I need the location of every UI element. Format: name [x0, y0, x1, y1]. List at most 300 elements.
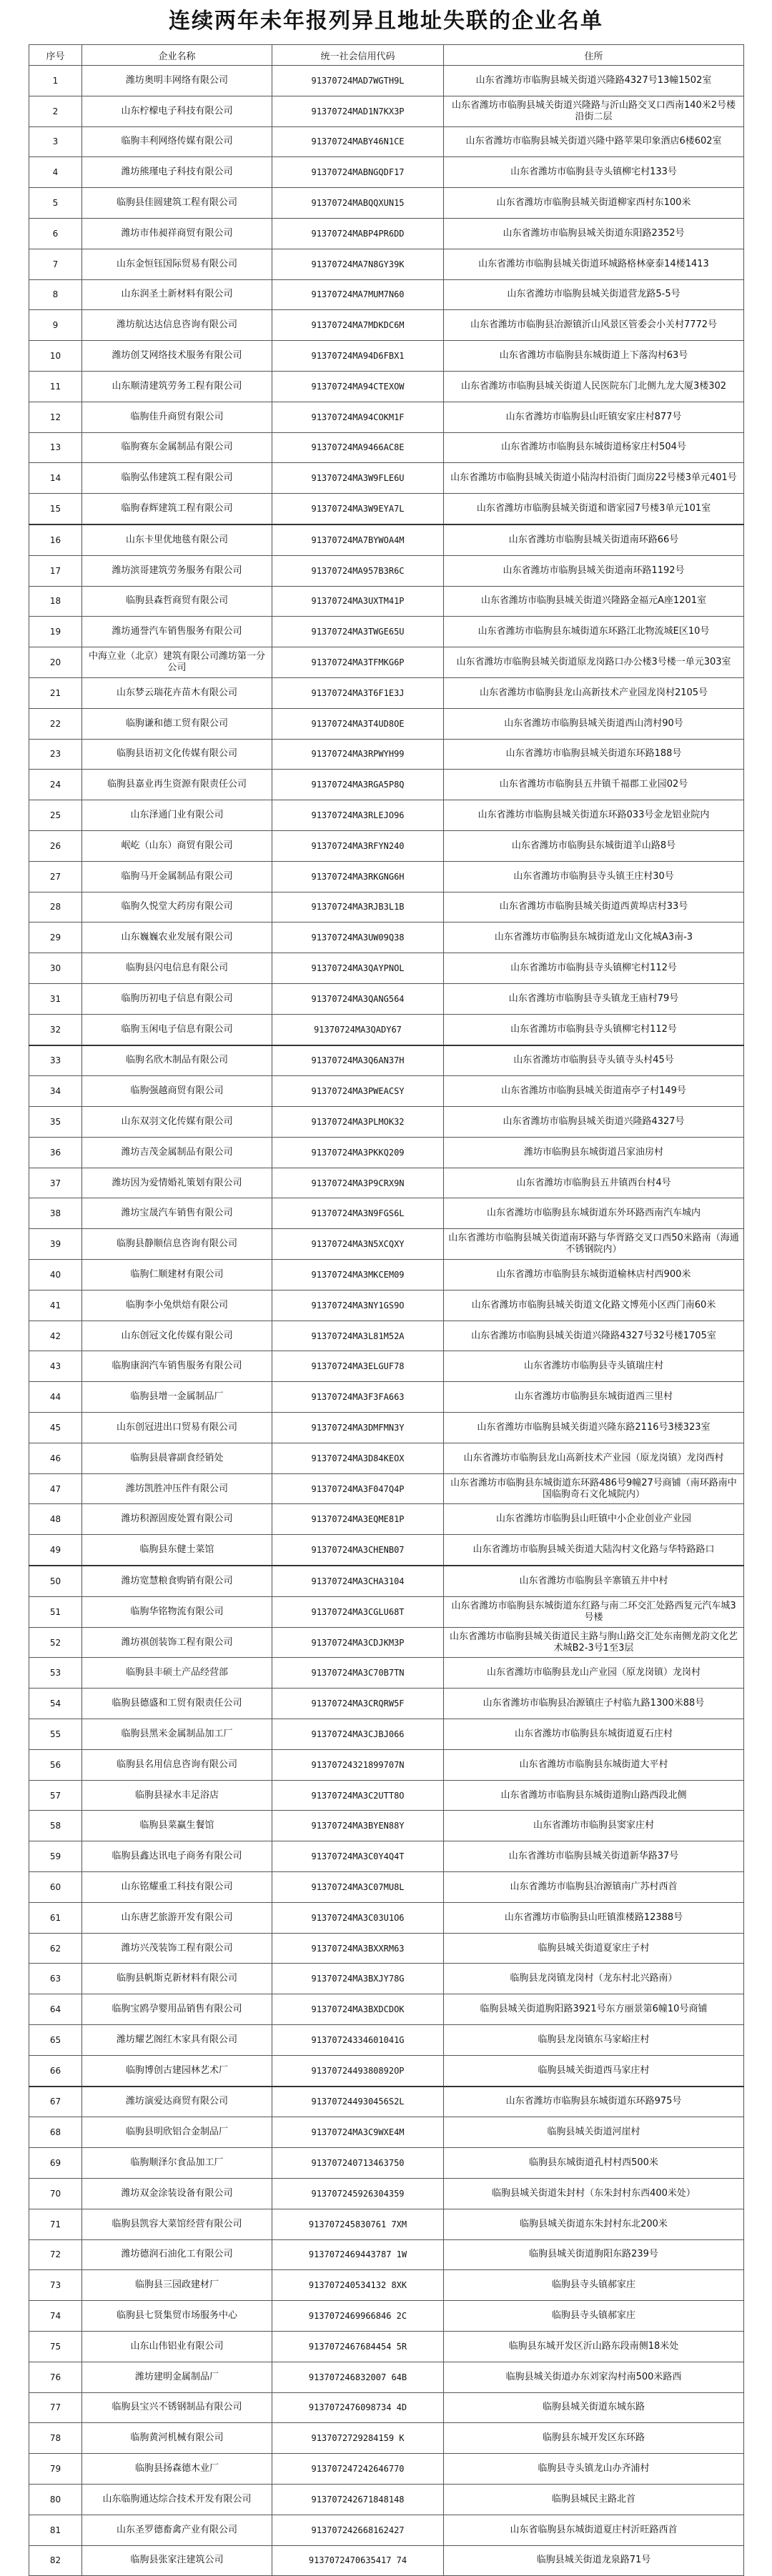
cell-credit-code: 91370724MA3T4UD8OE [272, 708, 444, 739]
cell-credit-code: 91370724MAD7WGTH9L [272, 66, 444, 96]
cell-company-name: 临朐县三园政建材厂 [82, 2270, 272, 2301]
cell-address: 临朐县寺头镇龙山办齐浦村 [444, 2454, 744, 2485]
table-row [29, 432, 744, 463]
cell-address: 山东省潍坊市临朐县山旺镇中小企业创业产业园 [444, 1504, 744, 1535]
cell-credit-code: 91370724MA3RFYN240 [272, 830, 444, 861]
table-row [29, 66, 744, 96]
table-row [29, 1260, 744, 1291]
cell-credit-code: 91370724MABNGQDF17 [272, 157, 444, 188]
cell-index: 74 [29, 2301, 82, 2332]
cell-company-name: 临朐谦和德工贸有限公司 [82, 708, 272, 739]
table-row [29, 279, 744, 310]
table-row [29, 1229, 744, 1260]
cell-credit-code: 91370724MA3RJB3L1B [272, 892, 444, 923]
cell-credit-code: 91370724MA957B3R6C [272, 555, 444, 586]
table-row [29, 1658, 744, 1689]
cell-address: 山东省潍坊市临朐县寺头镇柳宅村112号 [444, 953, 744, 984]
cell-index: 82 [29, 2545, 82, 2576]
cell-index: 63 [29, 1964, 82, 1994]
cell-company-name: 潍坊市伟昶祥商贸有限公司 [82, 218, 272, 249]
cell-company-name: 山东创冠文化传媒有限公司 [82, 1321, 272, 1351]
cell-company-name: 潍坊宽慧粮食购销有限公司 [82, 1566, 272, 1596]
cell-company-name: 临朐弘伟建筑工程有限公司 [82, 463, 272, 494]
cell-index: 67 [29, 2087, 82, 2117]
cell-credit-code: 91370724MA3RPWYH99 [272, 739, 444, 770]
cell-credit-code: 9137072476098734 4D [272, 2392, 444, 2423]
cell-company-name: 潍坊耀艺阁红木家具有限公司 [82, 2025, 272, 2056]
cell-company-name: 潍坊熊瑾电子科技有限公司 [82, 157, 272, 188]
cell-index: 62 [29, 1933, 82, 1964]
table-row [29, 1535, 744, 1566]
table-row [29, 1933, 744, 1964]
cell-address: 临朐县城关街道河崖村 [444, 2117, 744, 2148]
table-row [29, 188, 744, 219]
cell-credit-code: 91370724MA3UW09Q38 [272, 923, 444, 953]
cell-company-name: 潍坊积源固废处置有限公司 [82, 1504, 272, 1535]
cell-index: 55 [29, 1719, 82, 1750]
cell-address: 山东省潍坊市临朐县五井镇千福郡工业园02号 [444, 770, 744, 800]
table-row [29, 2239, 744, 2270]
table-row [29, 1473, 744, 1504]
table-row [29, 2055, 744, 2086]
cell-index: 39 [29, 1229, 82, 1260]
cell-address: 临朐县寺头镇郝家庄 [444, 2301, 744, 2332]
cell-company-name: 临朐县东健士菜馆 [82, 1535, 272, 1566]
cell-credit-code: 91370724MA94CTEXOW [272, 371, 444, 402]
table-row [29, 2178, 744, 2209]
cell-address: 临朐县城关街道朐阳东路239号 [444, 2239, 744, 2270]
cell-address: 山东省潍坊市临朐县东城街道夏石庄村 [444, 1719, 744, 1750]
cell-company-name: 临朐县宝兴不锈钢制品有限公司 [82, 2392, 272, 2423]
cell-index: 79 [29, 2454, 82, 2485]
cell-company-name: 岷屹（山东）商贸有限公司 [82, 830, 272, 861]
cell-index: 38 [29, 1198, 82, 1229]
table-row [29, 1627, 744, 1658]
cell-company-name: 潍坊吉茂金属制品有限公司 [82, 1137, 272, 1168]
cell-credit-code: 91370724MA3F3FA663 [272, 1382, 444, 1413]
cell-index: 13 [29, 432, 82, 463]
table-row [29, 1443, 744, 1473]
cell-index: 70 [29, 2178, 82, 2209]
cell-index: 10 [29, 341, 82, 372]
cell-company-name: 临朐县扬森德木业厂 [82, 2454, 272, 2485]
cell-company-name: 临朐丰利网络传媒有限公司 [82, 126, 272, 157]
table-row [29, 2362, 744, 2392]
cell-company-name: 山东泽通门业有限公司 [82, 800, 272, 831]
cell-company-name: 临朐佳升商贸有限公司 [82, 402, 272, 432]
table-row [29, 1413, 744, 1443]
cell-credit-code: 91370724MA94D6FBX1 [272, 341, 444, 372]
cell-company-name: 潍坊宝晟汽车销售有限公司 [82, 1198, 272, 1229]
cell-address: 山东省潍坊市临朐县东城街道羊山路8号 [444, 830, 744, 861]
cell-credit-code: 91370724MA3TWGE65U [272, 617, 444, 647]
cell-company-name: 临朐县闪电信息有限公司 [82, 953, 272, 984]
table-row [29, 1382, 744, 1413]
table-row [29, 310, 744, 341]
cell-index: 42 [29, 1321, 82, 1351]
cell-credit-code: 91370724MA3QADY67 [272, 1014, 444, 1045]
cell-company-name: 临朐仁顺建材有限公司 [82, 1260, 272, 1291]
cell-credit-code: 91370724MA3T6F1E3J [272, 677, 444, 708]
cell-credit-code: 91370724MA3W9EYA7L [272, 494, 444, 524]
cell-address: 潍坊市临朐县东城街道吕家油房村 [444, 1137, 744, 1168]
cell-credit-code: 91370724MA3PWEACSY [272, 1076, 444, 1107]
cell-credit-code: 91370724MA3C2UTT8O [272, 1780, 444, 1811]
cell-address: 山东省潍坊市临朐县城关街道兴隆路金福元A座1201室 [444, 586, 744, 617]
document-title: 连续两年未年报列异且地址失联的企业名单 [169, 9, 603, 34]
cell-address: 临朐县城关街道朱封村（东朱封村东西400米处） [444, 2178, 744, 2209]
table-row [29, 2331, 744, 2362]
cell-company-name: 临朐县增一金属制品厂 [82, 1382, 272, 1413]
cell-company-name: 潍坊双金涂装设备有限公司 [82, 2178, 272, 2209]
cell-credit-code: 91370724MA3C0Y4Q4T [272, 1841, 444, 1872]
cell-index: 29 [29, 923, 82, 953]
cell-credit-code: 91370724334601041G [272, 2025, 444, 2056]
cell-address: 山东省潍坊市临朐县城关街道人民医院东门北侧九龙大厦3楼302 [444, 371, 744, 402]
cell-credit-code: 9137072467684454 5R [272, 2331, 444, 2362]
table-row [29, 402, 744, 432]
cell-address: 山东省潍坊市临朐县东城街道杨家庄村504号 [444, 432, 744, 463]
table-row [29, 770, 744, 800]
cell-index: 65 [29, 2025, 82, 2056]
cell-company-name: 山东润圣土新材料有限公司 [82, 279, 272, 310]
table-row [29, 647, 744, 678]
cell-index: 22 [29, 708, 82, 739]
cell-credit-code: 91370724MA9466AC8E [272, 432, 444, 463]
table-row [29, 555, 744, 586]
cell-address: 山东省潍坊市临朐县城关街道东环路188号 [444, 739, 744, 770]
cell-company-name: 临朐宝鸥孕婴用品销售有限公司 [82, 1994, 272, 2025]
cell-credit-code: 91370724MA3BYEN88Y [272, 1811, 444, 1841]
cell-address: 山东省潍坊市临朐县东城街道东红路与南二环交汇处路西复元汽车城3号楼 [444, 1596, 744, 1627]
cell-company-name: 潍坊通誉汽车销售服务有限公司 [82, 617, 272, 647]
cell-index: 73 [29, 2270, 82, 2301]
cell-address: 临朐县城关街道夏家庄子村 [444, 1933, 744, 1964]
table-row [29, 2025, 744, 2056]
cell-index: 20 [29, 647, 82, 678]
cell-index: 40 [29, 1260, 82, 1291]
cell-company-name: 临朐县语初文化传媒有限公司 [82, 739, 272, 770]
cell-credit-code: 91370724MA3NY1GS9O [272, 1290, 444, 1321]
cell-credit-code: 91370724MA3CHENB07 [272, 1535, 444, 1566]
cell-company-name: 临朐康润汽车销售服务有限公司 [82, 1351, 272, 1382]
cell-company-name: 临朐赛东金属制品有限公司 [82, 432, 272, 463]
table-row [29, 800, 744, 831]
cell-address: 山东省潍坊市临朐县城关街道南环路66号 [444, 524, 744, 555]
table-row [29, 1749, 744, 1780]
cell-credit-code: 913707246832007 64B [272, 2362, 444, 2392]
cell-address: 临朐县东城开发区东环路 [444, 2423, 744, 2454]
cell-address: 山东省潍坊市临朐县东城街道龙山文化城A3南-3 [444, 923, 744, 953]
cell-company-name: 潍坊创艾网络技术服务有限公司 [82, 341, 272, 372]
cell-address: 山东省潍坊市临朐县山旺镇安家庄村877号 [444, 402, 744, 432]
cell-company-name: 临朐春辉建筑工程有限公司 [82, 494, 272, 524]
cell-company-name: 山东金恒钰国际贸易有限公司 [82, 249, 272, 279]
table-row [29, 2087, 744, 2117]
cell-index: 51 [29, 1596, 82, 1627]
cell-index: 46 [29, 1443, 82, 1473]
cell-address: 山东省潍坊市临朐县寺头镇龙王庙村79号 [444, 983, 744, 1014]
cell-index: 41 [29, 1290, 82, 1321]
cell-credit-code: 9137072469966846 2C [272, 2301, 444, 2332]
table-row [29, 1689, 744, 1719]
table-body [29, 66, 744, 2576]
cell-index: 36 [29, 1137, 82, 1168]
cell-index: 34 [29, 1076, 82, 1107]
cell-address: 山东省潍坊市临朐县城关街道兴隆路4327号 [444, 1107, 744, 1138]
table-row [29, 494, 744, 524]
table-row [29, 953, 744, 984]
table-row [29, 2209, 744, 2239]
table-row [29, 1841, 744, 1872]
cell-company-name: 临朐华铭物流有限公司 [82, 1596, 272, 1627]
cell-credit-code: 91370724MA3CRQRW5F [272, 1689, 444, 1719]
cell-index: 18 [29, 586, 82, 617]
table-row [29, 249, 744, 279]
cell-address: 山东省潍坊市临朐县寺头镇寺头村45号 [444, 1045, 744, 1076]
table-row [29, 830, 744, 861]
cell-company-name: 临朐县帆斯克新材料有限公司 [82, 1964, 272, 1994]
cell-address: 临朐县城关街道西马家庄村 [444, 2055, 744, 2086]
table-row [29, 2148, 744, 2179]
cell-address: 山东省潍坊市临朐县龙山产业园（原龙岗镇）龙岗村 [444, 1658, 744, 1689]
cell-address: 山东省潍坊市临朐县东城街道东外环路西南汽车城内 [444, 1198, 744, 1229]
cell-address: 山东省潍坊市临朐县城关街道兴隆路与沂山路交叉口西南140米2号楼沿街二层 [444, 96, 744, 126]
cell-company-name: 山东梦云瑞花卉苗木有限公司 [82, 677, 272, 708]
cell-address: 临朐县城关街道龙泉路71号 [444, 2545, 744, 2576]
cell-address: 山东省临朐县东城街道夏庄村沂旺路西首 [444, 2515, 744, 2545]
cell-company-name: 山东铭耀重工科技有限公司 [82, 1872, 272, 1903]
cell-index: 81 [29, 2515, 82, 2545]
table-row [29, 739, 744, 770]
cell-index: 48 [29, 1504, 82, 1535]
table-row [29, 1290, 744, 1321]
cell-index: 17 [29, 555, 82, 586]
cell-index: 76 [29, 2362, 82, 2392]
table-header-row [29, 45, 744, 66]
cell-company-name: 山东卡里优地毯有限公司 [82, 524, 272, 555]
cell-index: 24 [29, 770, 82, 800]
cell-company-name: 临朐博创古建园林艺术厂 [82, 2055, 272, 2086]
cell-credit-code: 91370724MA3QAYPNOL [272, 953, 444, 984]
cell-company-name: 临朐县嘉业再生资源有限责任公司 [82, 770, 272, 800]
cell-company-name: 临朐马开金属制品有限公司 [82, 861, 272, 892]
cell-company-name: 潍坊祺创装饰工程有限公司 [82, 1627, 272, 1658]
cell-index: 45 [29, 1413, 82, 1443]
cell-credit-code: 91370724MA3CDJKM3P [272, 1627, 444, 1658]
cell-address: 山东省潍坊市临朐县山旺镇淮楼路12388号 [444, 1902, 744, 1933]
table-row [29, 2270, 744, 2301]
cell-company-name: 临朐县晨睿副食经销处 [82, 1443, 272, 1473]
cell-credit-code: 91370724MA3MKCEM09 [272, 1260, 444, 1291]
cell-credit-code: 9137072449380892OP [272, 2055, 444, 2086]
table-row [29, 1780, 744, 1811]
cell-address: 山东省潍坊市临朐县寺头镇柳宅村112号 [444, 1014, 744, 1045]
cell-address: 临朐县龙岗镇龙岗村（龙东村北兴路南） [444, 1964, 744, 1994]
cell-address: 山东省潍坊市临朐县城关街道南亭子村149号 [444, 1076, 744, 1107]
cell-company-name: 山东临朐通达综合技术开发有限公司 [82, 2484, 272, 2515]
cell-index: 75 [29, 2331, 82, 2362]
cell-index: 12 [29, 402, 82, 432]
cell-credit-code: 9137072470635417 74 [272, 2545, 444, 2576]
cell-index: 66 [29, 2055, 82, 2086]
cell-company-name: 潍坊德润石油化工有限公司 [82, 2239, 272, 2270]
cell-company-name: 山东顺清建筑劳务工程有限公司 [82, 371, 272, 402]
header-credit-code: 统一社会信用代码 [272, 45, 444, 66]
table-row [29, 1811, 744, 1841]
cell-address: 山东省潍坊市临朐县辛寨镇五井中村 [444, 1566, 744, 1596]
cell-credit-code: 91370724MABY46N1CE [272, 126, 444, 157]
table-row [29, 524, 744, 555]
cell-company-name: 临朐顺泽尔食品加工厂 [82, 2148, 272, 2179]
cell-company-name: 临朐县禄水丰足浴店 [82, 1780, 272, 1811]
cell-credit-code: 91370724MA3C70B7TN [272, 1658, 444, 1689]
cell-address: 山东省潍坊市临朐县窦家庄村 [444, 1811, 744, 1841]
cell-company-name: 中海立业（北京）建筑有限公司潍坊第一分公司 [82, 647, 272, 678]
cell-index: 72 [29, 2239, 82, 2270]
cell-credit-code: 91370724MA3C03U1O6 [272, 1902, 444, 1933]
cell-credit-code: 91370724MA3BXXRM63 [272, 1933, 444, 1964]
cell-index: 47 [29, 1473, 82, 1504]
cell-company-name: 临朐县名用信息咨询有限公司 [82, 1749, 272, 1780]
cell-index: 23 [29, 739, 82, 770]
table-row [29, 1107, 744, 1138]
table-row [29, 2301, 744, 2332]
cell-credit-code: 91370724MA3RKGNG6H [272, 861, 444, 892]
cell-address: 临朐县寺头镇郝家庄 [444, 2270, 744, 2301]
table-row [29, 341, 744, 372]
cell-credit-code: 91370724MA3CHA3104 [272, 1566, 444, 1596]
cell-address: 山东省潍坊市临朐县城关街道东环路033号金龙铝业院内 [444, 800, 744, 831]
cell-index: 8 [29, 279, 82, 310]
cell-address: 临朐县城关街道东朱封村东北200米 [444, 2209, 744, 2239]
cell-company-name: 临朐玉闲电子信息有限公司 [82, 1014, 272, 1045]
cell-index: 15 [29, 494, 82, 524]
cell-credit-code: 91370724MA3W9FLE6U [272, 463, 444, 494]
cell-address: 山东省潍坊市临朐县冶源镇庄子村临九路1300米88号 [444, 1689, 744, 1719]
cell-company-name: 临朐强越商贸有限公司 [82, 1076, 272, 1107]
cell-index: 30 [29, 953, 82, 984]
cell-address: 山东省潍坊市临朐县城关街道东阳路2352号 [444, 218, 744, 249]
cell-index: 57 [29, 1780, 82, 1811]
cell-index: 21 [29, 677, 82, 708]
table-row [29, 157, 744, 188]
cell-address: 山东省潍坊市临朐县东城街道朐山路西段北侧 [444, 1780, 744, 1811]
cell-index: 28 [29, 892, 82, 923]
cell-address: 山东省潍坊市临朐县五井镇西台村4号 [444, 1168, 744, 1198]
cell-index: 5 [29, 188, 82, 219]
cell-address: 山东省潍坊市临朐县城关街道营龙路5-5号 [444, 279, 744, 310]
table-row [29, 586, 744, 617]
cell-index: 37 [29, 1168, 82, 1198]
table-row [29, 708, 744, 739]
cell-index: 1 [29, 66, 82, 96]
cell-credit-code: 91370724MA7MDKDC6M [272, 310, 444, 341]
table-row [29, 923, 744, 953]
cell-index: 56 [29, 1749, 82, 1780]
cell-address: 临朐县东城开发区沂山路东段南侧18米处 [444, 2331, 744, 2362]
cell-company-name: 临朐县森哲商贸有限公司 [82, 586, 272, 617]
table-row [29, 1321, 744, 1351]
header-company-name: 企业名称 [82, 45, 272, 66]
cell-company-name: 临朐县静顺信息咨询有限公司 [82, 1229, 272, 1260]
table-row [29, 892, 744, 923]
cell-index: 33 [29, 1045, 82, 1076]
cell-company-name: 山东巍巍农业发展有限公司 [82, 923, 272, 953]
cell-company-name: 临朐县鑫达讯电子商务有限公司 [82, 1841, 272, 1872]
cell-address: 山东省潍坊市临朐县东城街道大平村 [444, 1749, 744, 1780]
cell-credit-code: 91370724MA3DMFMN3Y [272, 1413, 444, 1443]
cell-credit-code: 91370724MA3UXTM41P [272, 586, 444, 617]
cell-address: 临朐县东城街道孔村村西500米 [444, 2148, 744, 2179]
cell-company-name: 山东山伟铝业有限公司 [82, 2331, 272, 2362]
table-row [29, 1014, 744, 1045]
table-row [29, 96, 744, 126]
cell-address: 山东省潍坊市临朐县城关街道民主路与朐山路交汇处东南侧龙韵文化艺术城B2-3号1至3层 [444, 1627, 744, 1658]
cell-credit-code: 91370724MA94COKM1F [272, 402, 444, 432]
cell-company-name: 山东唐艺旅游开发有限公司 [82, 1902, 272, 1933]
table-row [29, 218, 744, 249]
cell-index: 2 [29, 96, 82, 126]
cell-address: 山东省潍坊市临朐县城关街道西黄埠店村33号 [444, 892, 744, 923]
cell-company-name: 潍坊航达达信息咨询有限公司 [82, 310, 272, 341]
table-row [29, 463, 744, 494]
table-row [29, 1964, 744, 1994]
cell-address: 山东省潍坊市临朐县寺头镇柳宅村133号 [444, 157, 744, 188]
cell-credit-code: 91370724MA3QANG564 [272, 983, 444, 1014]
cell-index: 80 [29, 2484, 82, 2515]
cell-index: 4 [29, 157, 82, 188]
cell-company-name: 临朐李小兔烘焙有限公司 [82, 1290, 272, 1321]
table-row [29, 2545, 744, 2576]
cell-company-name: 临朐县黑米金属制品加工厂 [82, 1719, 272, 1750]
cell-address: 山东省潍坊市临朐县东城街道榆林店村西900米 [444, 1260, 744, 1291]
cell-address: 山东省潍坊市临朐县龙山高新技术产业园（原龙岗镇）龙岗西村 [444, 1443, 744, 1473]
cell-credit-code: 91370724321899707N [272, 1749, 444, 1780]
cell-credit-code: 913707242671848148 [272, 2484, 444, 2515]
cell-credit-code: 913707245830761 7XM [272, 2209, 444, 2239]
table-row [29, 1902, 744, 1933]
table-row [29, 371, 744, 402]
cell-index: 14 [29, 463, 82, 494]
cell-credit-code: 913707244930456S2L [272, 2087, 444, 2117]
cell-index: 58 [29, 1811, 82, 1841]
cell-address: 山东省潍坊市临朐县城关街道西山湾村90号 [444, 708, 744, 739]
table-row [29, 1351, 744, 1382]
cell-credit-code: 91370724MA3BXJY78G [272, 1964, 444, 1994]
cell-credit-code: 91370724MA3TFMKG6P [272, 647, 444, 678]
cell-index: 49 [29, 1535, 82, 1566]
table-row [29, 2515, 744, 2545]
cell-company-name: 临朐县德盛和工贸有限责任公司 [82, 1689, 272, 1719]
table-row [29, 126, 744, 157]
cell-index: 78 [29, 2423, 82, 2454]
cell-company-name: 临朐久悦堂大药房有限公司 [82, 892, 272, 923]
cell-index: 44 [29, 1382, 82, 1413]
cell-address: 山东省潍坊市临朐县城关街道环城路格林豪泰14楼1413 [444, 249, 744, 279]
cell-address: 山东省潍坊市临朐县东城街道东环路江北物流城E区10号 [444, 617, 744, 647]
cell-credit-code: 913707240713463750 [272, 2148, 444, 2179]
table-row [29, 1566, 744, 1596]
cell-address: 山东省潍坊市临朐县城关街道兴隆东路2116号3楼323室 [444, 1413, 744, 1443]
table-row [29, 677, 744, 708]
cell-company-name: 潍坊凯胜冲压件有限公司 [82, 1473, 272, 1504]
cell-index: 6 [29, 218, 82, 249]
cell-index: 11 [29, 371, 82, 402]
cell-address: 临朐县城关街道办东刘家沟村南500米路西 [444, 2362, 744, 2392]
cell-credit-code: 91370724MA3N9FGS6L [272, 1198, 444, 1229]
cell-company-name: 山东双羽文化传媒有限公司 [82, 1107, 272, 1138]
